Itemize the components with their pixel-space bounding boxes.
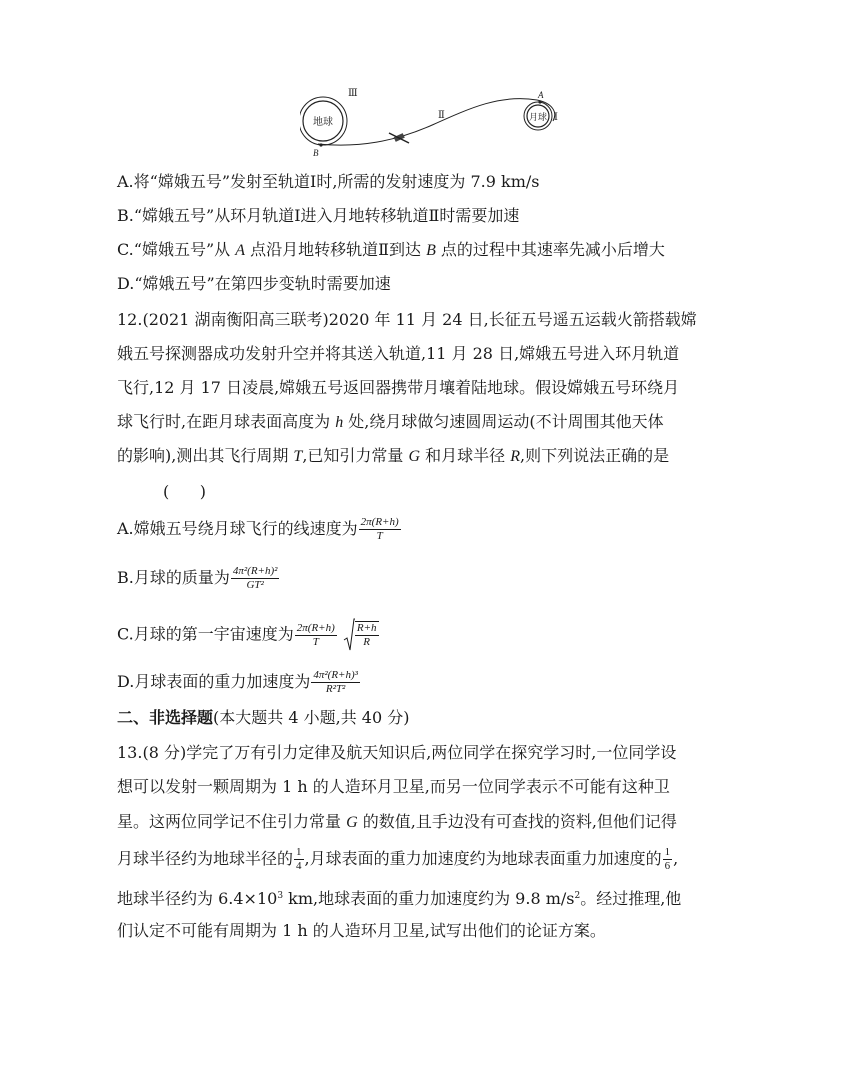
var-R: R (510, 448, 521, 465)
q12-line5-mid2: 和月球半径 (420, 446, 511, 465)
formula-numerator: 4π²(R+h)² (232, 565, 278, 577)
q13-line-2: 想可以发射一颗周期为 1 h 的人造环月卫星,而另一位同学表示不可能有这种卫 (117, 777, 670, 796)
q13-line-6: 们认定不可能有周期为 1 h 的人造环月卫星,试写出他们的论证方案。 (117, 921, 606, 940)
q13-line5-mid: km,地球表面的重力加速度约为 9.8 m/s (283, 889, 575, 908)
frac-numerator: 1 (664, 846, 671, 858)
q12-d-formula (311, 669, 360, 696)
transfer-orbit-II (318, 99, 555, 146)
q12-line5-pre: 的影响),测出其飞行周期 (117, 446, 294, 465)
formula-denominator: T (376, 530, 383, 542)
section-title: 二、非选择题 (117, 708, 214, 727)
var-G: G (346, 814, 358, 831)
q12-stem-line-3: 飞行,12 月 17 日凌晨,嫦娥五号返回器携带月壤着陆地球。假设嫦娥五号环绕月 (117, 378, 680, 397)
q12-line5-mid: ,已知引力常量 (302, 446, 409, 465)
q12-a-text: A.嫦娥五号绕月球飞行的线速度为 (117, 519, 358, 538)
q13-line-3 (117, 812, 677, 833)
q13-line-1: 13.(8 分)学完了万有引力定律及航天知识后,两位同学在探究学习时,一位同学设 (117, 743, 677, 762)
q12-c-text: C.月球的第一宇宙速度为 (117, 624, 294, 644)
q11-c-point-b: B (426, 242, 436, 259)
q12-b-text: B.月球的质量为 (117, 568, 230, 587)
formula-numerator: 2π(R+h) (296, 621, 335, 634)
q12-stem-line-5 (117, 446, 669, 467)
q12-line4-pre: 球飞行时,在距月球表面高度为 (117, 412, 336, 431)
fraction-one-quarter (294, 846, 304, 873)
q12-c-formula (295, 622, 337, 649)
point-A-dot (538, 100, 541, 103)
q12-a-formula (359, 516, 401, 543)
fraction-one-sixth (663, 846, 673, 873)
q11-c-pre: C.“嫦娥五号”从 (117, 240, 236, 259)
frac-numerator: 1 (296, 846, 302, 858)
orbit-III-label: Ⅲ (348, 88, 358, 99)
var-h: h (335, 414, 344, 431)
q12-option-a (117, 516, 402, 543)
sqrt-radical-icon (343, 618, 355, 652)
q13-line4-mid: ,月球表面的重力加速度约为地球表面重力加速度的 (304, 849, 662, 868)
sqrt-numerator: R+h (356, 622, 377, 634)
formula-denominator: T (312, 635, 319, 648)
formula-numerator: 4π²(R+h)³ (313, 669, 358, 681)
point-B-dot (319, 143, 322, 146)
q12-c-sqrt (343, 618, 380, 652)
q12-d-text: D.月球表面的重力加速度为 (117, 672, 311, 691)
q12-stem-line-4 (117, 412, 664, 433)
q13-line5-post: 。经过推理,他 (580, 889, 682, 908)
q13-line4-pre: 月球半径约为地球半径的 (117, 849, 294, 868)
var-T: T (293, 448, 303, 465)
orbit-II-label: Ⅱ (438, 110, 445, 121)
q13-line3-pre: 星。这两位同学记不住引力常量 (117, 812, 347, 831)
q12-option-d (117, 669, 361, 696)
exponent: 3 (277, 891, 284, 901)
orbit-diagram (300, 86, 560, 158)
moon-label: 月球 (529, 113, 548, 123)
q11-option-d: D.“嫦娥五号”在第四步变轨时需要加速 (117, 274, 391, 293)
q12-stem-line-2: 娥五号探测器成功发射升空并将其送入轨道,11 月 28 日,嫦娥五号进入环月轨道 (117, 344, 680, 363)
exponent: 2 (574, 891, 581, 901)
q12-line5-post: ,则下列说法正确的是 (520, 446, 670, 465)
q13-line-4 (117, 846, 678, 873)
q11-option-c (117, 240, 665, 261)
formula-numerator: 2π(R+h) (360, 516, 399, 528)
frac-denominator: 4 (296, 860, 302, 872)
q13-line-5 (117, 886, 681, 909)
formula-denominator: R²T² (325, 683, 346, 695)
q13-line5-pre: 地球半径约为 6.4×10 (117, 889, 278, 908)
q11-c-point-a: A (235, 242, 245, 259)
earth-label: 地球 (313, 117, 333, 128)
q11-option-a: A.将“嫦娥五号”发射至轨道Ⅰ时,所需的发射速度为 7.9 km/s (117, 172, 540, 191)
q11-option-b: B.“嫦娥五号”从环月轨道Ⅰ进入月地转移轨道Ⅱ时需要加速 (117, 206, 520, 225)
q12-option-b (117, 565, 280, 592)
sqrt-denominator: R (363, 636, 371, 648)
section-heading (117, 708, 409, 728)
q11-c-mid: 点沿月地转移轨道Ⅱ到达 (245, 240, 427, 259)
section-note: (本大题共 4 小题,共 40 分) (213, 708, 410, 727)
frac-denominator: 6 (664, 860, 671, 872)
var-G: G (408, 448, 421, 465)
q11-c-post: 点的过程中其速率先减小后增大 (435, 240, 665, 259)
q13-line3-post: 的数值,且手边没有可查找的资料,但他们记得 (357, 812, 677, 831)
q12-stem-line-1: 12.(2021 湖南衡阳高三联考)2020 年 11 月 24 日,长征五号遥五运载火箭搭载嫦 (117, 310, 697, 329)
point-A-label: A (538, 90, 544, 100)
orbit-I-label: Ⅰ (554, 112, 558, 123)
answer-bracket: ( ) (163, 482, 206, 501)
q13-line4-post: , (673, 849, 679, 868)
q12-option-c (117, 618, 380, 652)
q12-line4-post: 处,绕月球做匀速圆周运动(不计周围其他天体 (343, 412, 664, 431)
q12-b-formula (231, 565, 280, 592)
point-B-label: B (313, 148, 319, 158)
formula-denominator: GT² (246, 579, 264, 591)
